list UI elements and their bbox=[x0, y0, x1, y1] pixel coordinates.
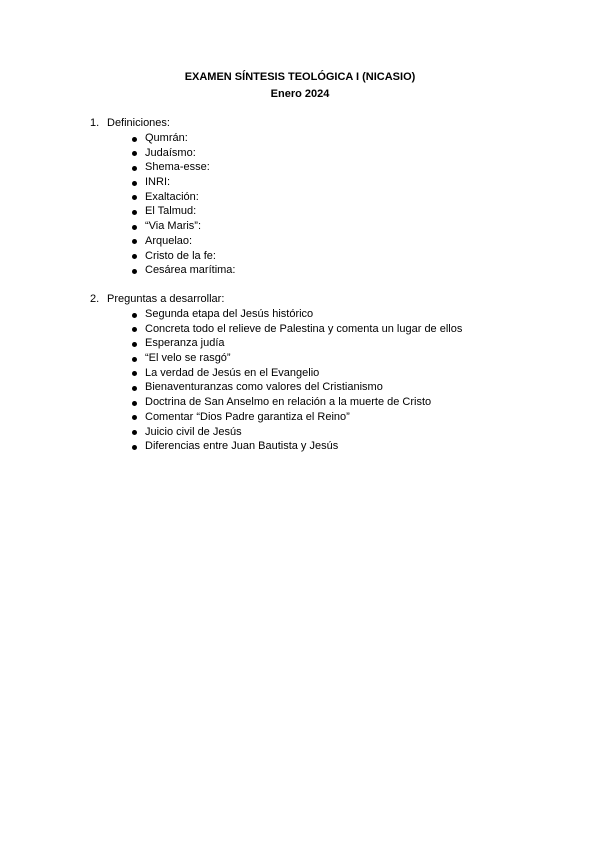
list-item: Qumrán: bbox=[90, 131, 570, 146]
section-heading bbox=[90, 292, 570, 307]
list-item: Arquelao: bbox=[90, 234, 570, 249]
list-item: Esperanza judía bbox=[90, 336, 570, 351]
list-item: El Talmud: bbox=[90, 204, 570, 219]
list-item: Juicio civil de Jesús bbox=[90, 425, 570, 440]
list-item: Shema-esse: bbox=[90, 160, 570, 175]
list-item: “Via Maris”: bbox=[90, 219, 570, 234]
section-number: 2. bbox=[90, 293, 100, 305]
list-item: Concreta todo el relieve de Palestina y comenta un lugar de ellos bbox=[90, 322, 570, 337]
list-item: Exaltación: bbox=[90, 190, 570, 205]
document-title: EXAMEN SÍNTESIS TEOLÓGICA I (NICASIO) bbox=[184, 71, 416, 83]
section-definiciones bbox=[90, 116, 570, 278]
list-item: Judaísmo: bbox=[90, 146, 570, 161]
list-item: Diferencias entre Juan Bautista y Jesús bbox=[90, 439, 570, 454]
section-heading-text: Preguntas a desarrollar: bbox=[107, 293, 225, 305]
document-subtitle: Enero 2024 bbox=[270, 88, 330, 100]
list-item: La verdad de Jesús en el Evangelio bbox=[90, 366, 570, 381]
list-item: Cristo de la fe: bbox=[90, 249, 570, 264]
questions-list bbox=[90, 307, 570, 454]
list-item: Bienaventuranzas como valores del Cristianismo bbox=[90, 380, 570, 395]
definitions-list bbox=[90, 131, 570, 278]
section-preguntas bbox=[90, 292, 570, 454]
list-item: Comentar “Dios Padre garantiza el Reino” bbox=[90, 410, 570, 425]
list-item: Segunda etapa del Jesús histórico bbox=[90, 307, 570, 322]
section-number: 1. bbox=[90, 117, 100, 129]
list-item: Doctrina de San Anselmo en relación a la muerte de Cristo bbox=[90, 395, 570, 410]
section-heading-text: Definiciones: bbox=[107, 117, 170, 129]
list-item: “El velo se rasgó” bbox=[90, 351, 570, 366]
list-item: INRI: bbox=[90, 175, 570, 190]
section-heading bbox=[90, 116, 570, 131]
list-item: Cesárea marítima: bbox=[90, 263, 570, 278]
